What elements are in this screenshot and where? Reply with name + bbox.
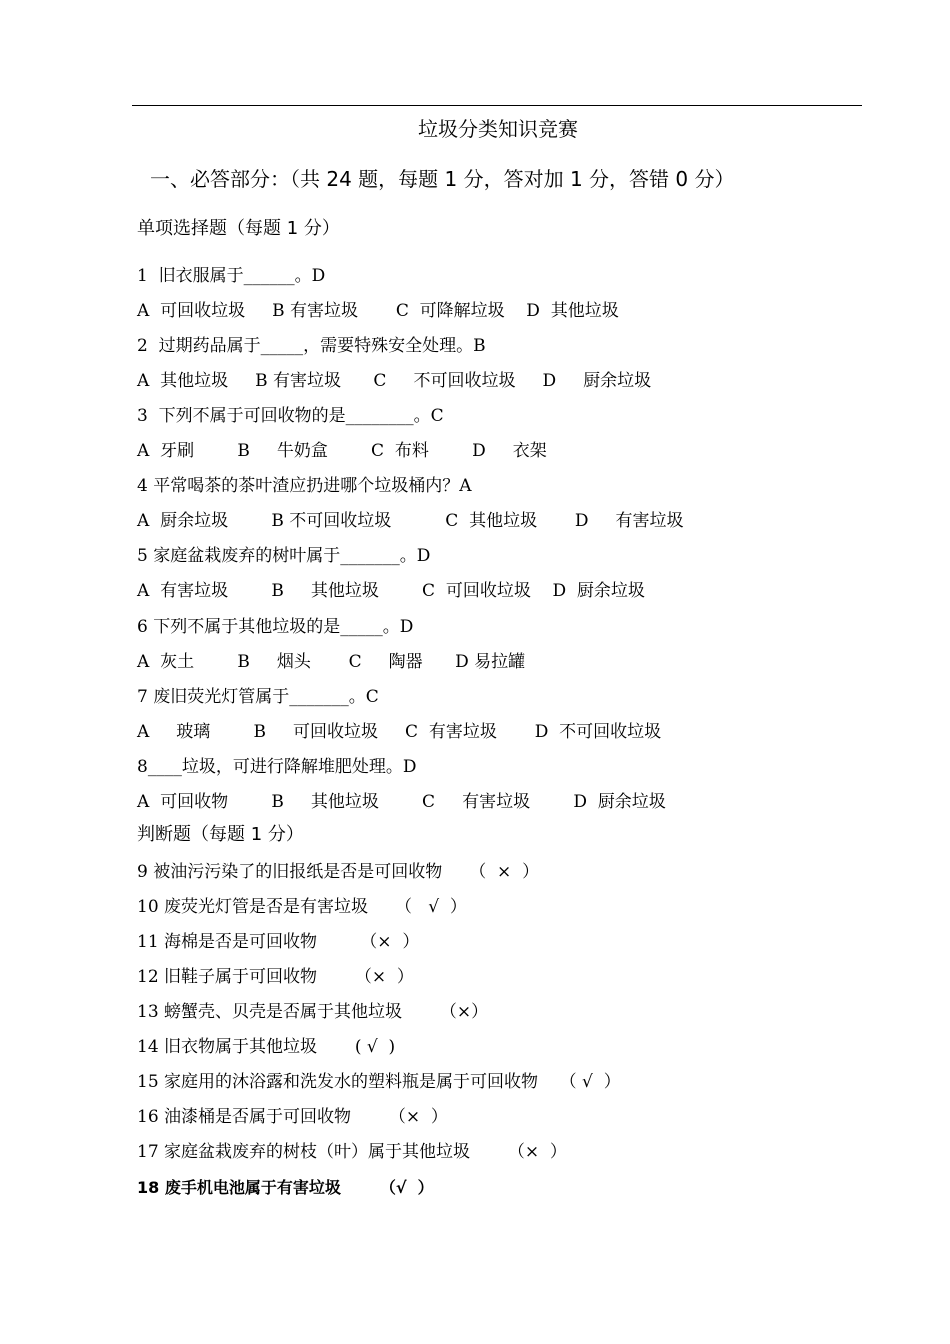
tf-item-12: 12 旧鞋子属于可回收物 （× ） (137, 967, 414, 987)
tf-item-17: 17 家庭盆栽废弃的树枝（叶）属于其他垃圾 （× ） (137, 1142, 567, 1162)
tf-item-10: 10 废荧光灯管是否是有害垃圾 （ √ ） (137, 897, 467, 917)
question-5: 5 家庭盆栽废弃的树叶属于_______。D (137, 546, 431, 566)
options-6: A 灰土 B 烟头 C 陶器 D 易拉罐 (137, 652, 526, 672)
options-7: A 玻璃 B 可回收垃圾 C 有害垃圾 D 不可回收垃圾 (137, 722, 662, 742)
question-6: 6 下列不属于其他垃圾的是_____。D (137, 617, 414, 637)
tf-item-11: 11 海棉是否是可回收物 （× ） (137, 932, 420, 952)
question-8: 8____垃圾，可进行降解堆肥处理。D (137, 757, 417, 777)
question-3: 3 下列不属于可回收物的是________。C (137, 406, 444, 426)
single-choice-heading: 单项选择题（每题 1 分） (137, 218, 340, 239)
tf-item-15: 15 家庭用的沐浴露和洗发水的塑料瓶是属于可回收物 （ √ ） (137, 1072, 621, 1092)
tf-item-13: 13 螃蟹壳、贝壳是否属于其他垃圾 （×） (137, 1002, 489, 1022)
question-2: 2 过期药品属于_____，需要特殊安全处理。B (137, 336, 486, 356)
question-4: 4 平常喝茶的茶叶渣应扔进哪个垃圾桶内？A (137, 476, 472, 496)
tf-item-16: 16 油漆桶是否属于可回收物 （× ） (137, 1107, 448, 1127)
options-1: A 可回收垃圾 B 有害垃圾 C 可降解垃圾 D 其他垃圾 (137, 301, 619, 321)
options-5: A 有害垃圾 B 其他垃圾 C 可回收垃圾 D 厨余垃圾 (137, 581, 645, 601)
header-rule (132, 105, 862, 106)
question-1: 1 旧衣服属于______。D (137, 266, 326, 286)
tf-item-14: 14 旧衣物属于其他垃圾 ( √ ) (137, 1037, 396, 1057)
question-7: 7 废旧荧光灯管属于_______。C (137, 687, 379, 707)
section-heading: 一、必答部分：（共 24 题，每题 1 分，答对加 1 分，答错 0 分） (150, 167, 735, 191)
options-4: A 厨余垃圾 B 不可回收垃圾 C 其他垃圾 D 有害垃圾 (137, 511, 684, 531)
options-3: A 牙刷 B 牛奶盒 C 布料 D 衣架 (137, 441, 547, 461)
true-false-heading: 判断题（每题 1 分） (137, 824, 304, 845)
tf-item-18: 18 废手机电池属于有害垃圾 （√ ） (137, 1178, 434, 1197)
page-title: 垃圾分类知识竞赛 (418, 117, 578, 141)
tf-item-9: 9 被油污污染了的旧报纸是否是可回收物 （ × ） (137, 862, 540, 882)
options-8: A 可回收物 B 其他垃圾 C 有害垃圾 D 厨余垃圾 (137, 792, 666, 812)
options-2: A 其他垃圾 B 有害垃圾 C 不可回收垃圾 D 厨余垃圾 (137, 371, 652, 391)
